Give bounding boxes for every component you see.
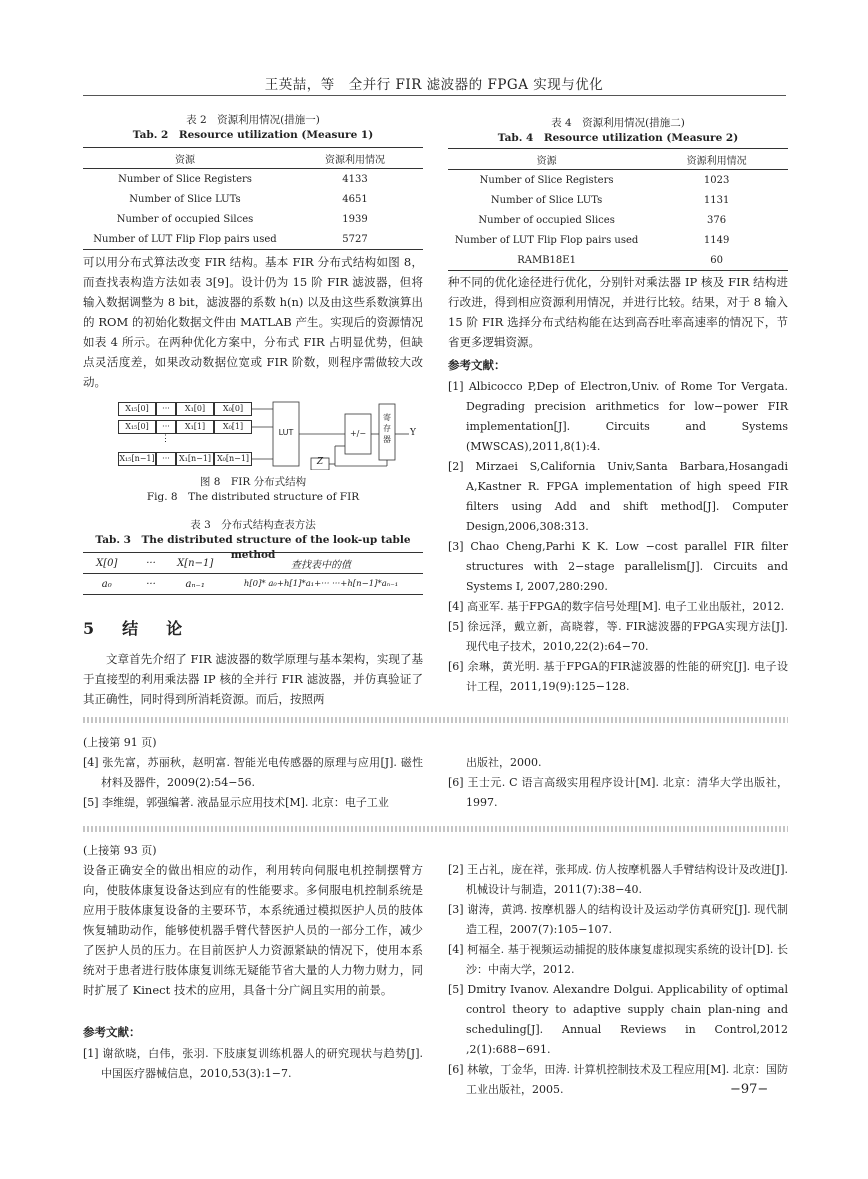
section-heading: 5 结 论 — [83, 619, 189, 638]
table3-header: X[0] — [96, 557, 118, 569]
table-row — [448, 250, 788, 271]
reference-list — [448, 860, 788, 1100]
page-number: −97− — [730, 1082, 769, 1097]
body-paragraph — [83, 252, 423, 392]
table-row — [448, 230, 788, 250]
fig-cell: X₀[n−1] — [214, 452, 252, 466]
table3-header: X[n−1] — [177, 557, 214, 569]
paragraph-text: 可以用分布式算法改变 FIR 结构。基本 FIR 分布式结构如图 8，而查找表构造方法如表 3[9]。设计仍为 15 阶 FIR 滤波器，但将输入数据调整为 8 bit，滤波器的系数 h(n) 以及由这些系数演算出的 ROM 的初始化数据文件由 MATLAB 产生。实现后的资源情况如表 4 所示。在两种优化方案中，分布式 FIR 占明显优势，但缺点灵活度差，如果改动数据位宽或 FIR 阶数，则程序需做较大改动。 — [83, 255, 423, 389]
table3-header: 查找表中的值 — [290, 559, 351, 571]
fig-cell: X₀[1] — [214, 420, 252, 434]
table-cell: 376 — [707, 214, 727, 226]
table-row — [83, 574, 423, 595]
table-cell: 1149 — [703, 234, 730, 246]
running-header: 王英喆，等 全并行 FIR 滤波器的 FPGA 实现与优化 — [264, 77, 604, 93]
reference-list — [448, 753, 788, 813]
table-cell: 1939 — [342, 213, 368, 225]
table3 — [83, 552, 423, 595]
references-title: 参考文献： — [83, 1025, 141, 1039]
reference-item: [2] 王占礼，庞在祥，张邦成. 仿人按摩机器人手臂结构设计及改进[J]. 机械设计与制造，2011(7):38−40. — [448, 863, 788, 896]
figure8-caption-cn: 图 8 FIR 分布式结构 — [199, 476, 307, 488]
table-cell: Number of occupied Slices — [478, 214, 615, 226]
table-cell: Number of Slice LUTs — [129, 193, 241, 205]
table2-header: 资源利用情况 — [325, 154, 385, 166]
reference-item: [3] 谢涛，黄鸿. 按摩机器人的结构设计及运动学仿真研究[J]. 现代制造工程，2007(7):105−107. — [448, 903, 788, 936]
reference-item: [2] Mirzaei S,California Univ,Santa Barbara,Hosangadi A,Kastner R. FPGA implementation of high speed FIR filters using Add and shift method[J]. Computer Design,2006,308:313. — [448, 460, 788, 533]
table4-caption — [448, 116, 788, 146]
body-paragraph — [83, 649, 423, 709]
table-row — [448, 210, 788, 230]
table2-caption — [83, 113, 423, 143]
table-cell: Number of Slice Registers — [479, 174, 614, 186]
reference-list — [83, 753, 423, 813]
table-row — [83, 189, 423, 209]
reference-item: [6] 王士元. C 语言高级实用程序设计[M]. 北京：清华大学出版社，1997. — [448, 776, 788, 809]
reference-item: [5] Dmitry Ivanov. Alexandre Dolgui. Applicability of optimal control theory to adaptive supply chain plan-ning and scheduling[J]. Annual Reviews in Control,2012 ,2(1):688−691. — [448, 983, 788, 1056]
table-row — [83, 209, 423, 229]
body-paragraph — [83, 860, 423, 1000]
table2-header: 资源 — [175, 154, 195, 166]
figure8-diagram — [83, 398, 423, 468]
table4-header: 资源利用情况 — [686, 155, 747, 167]
paragraph-text: 种不同的优化途径进行优化，分别针对乘法器 IP 核及 FIR 结构进行改进，得到相应资源利用情况，并进行比较。结果，对于 8 输入 15 阶 FIR 选择分布式结构能在达到高吞吐率高速率的情况下，节省更多逻辑资源。 — [448, 275, 788, 349]
section-divider — [83, 826, 788, 832]
reference-item: [6] 林敏，丁金华，田涛. 计算机控制技术及工程应用[M]. 北京：国防工业出版社，2005. — [448, 1063, 788, 1096]
table-cell: 1131 — [703, 194, 730, 206]
table-cell: aₙ₋₁ — [185, 578, 205, 590]
lut-label: LUT — [278, 428, 294, 437]
table-cell: ··· — [146, 578, 156, 590]
paragraph-text: 设备正确安全的做出相应的动作，利用转向伺服电机控制摆臂方向，使肢体康复设备达到应有的性能要求。多伺服电机控制系统是应用于肢体康复设备的主要环节，本系统通过模拟医护人员的肢体恢复辅助动作，能够使机器手臂代替医护人员的一部分工作，减少了医护人员的压力。在目前医护人力资源紧缺的情况下，使用本系统对于患者进行肢体康复训练无疑能节省大量的人力物力财力，同时扩展了 Kinect 技术的应用，具备十分广阔且实用的前景。 — [83, 863, 423, 997]
table-cell: 4651 — [342, 193, 368, 205]
register-label: 寄 存 器 — [383, 413, 391, 444]
z-label: Z — [316, 457, 324, 467]
table-cell: 4133 — [342, 173, 368, 185]
table-cell: Number of Slice LUTs — [490, 194, 603, 206]
table-row — [448, 170, 788, 191]
table-cell: Number of LUT Flip Flop pairs used — [93, 233, 277, 245]
references-title: 参考文献： — [448, 358, 506, 372]
output-label: Y — [410, 428, 416, 438]
adder-label: +/− — [349, 429, 367, 438]
reference-item: [6] 余琳，黄光明. 基于FPGA的FIR滤波器的性能的研究[J]. 电子设计工程，2011,19(9):125−128. — [448, 660, 788, 693]
table3-header: ··· — [146, 557, 156, 569]
reference-item: [5] 徐远泽，戴立新，高晓蓉，等. FIR滤波器的FPGA实现方法[J]. 现代电子技术，2010,22(2):64−70. — [448, 620, 788, 653]
table-cell: 5727 — [342, 233, 368, 245]
table2-caption-en: Tab. 2 Resource utilization (Measure 1) — [132, 129, 374, 141]
table-cell: a₀ — [101, 578, 112, 590]
table3-caption-cn: 表 3 分布式结构查表方法 — [190, 519, 316, 531]
reference-list — [448, 377, 788, 697]
reference-item: [1] Albicocco P,Dep of Electron,Univ. of Rome Tor Vergata. Degrading precision arithmetics for low−power FIR implementation[J]. Circuits and Systems (MWSCAS),2011,8(1):4. — [448, 380, 788, 453]
table2 — [83, 147, 423, 250]
table2-caption-cn: 表 2 资源利用情况(措施一) — [186, 114, 320, 126]
table-cell: 60 — [710, 254, 723, 266]
fig-cell: X₁₅[n−1] — [118, 452, 156, 466]
table4 — [448, 148, 788, 271]
fig-cell: X₁[0] — [176, 402, 214, 416]
header-rule — [83, 95, 786, 96]
section-divider — [83, 717, 788, 723]
table4-caption-en: Tab. 4 Resource utilization (Measure 2) — [497, 132, 739, 144]
table3-caption-en: Tab. 3 The distributed structure of the look-up table method — [95, 534, 411, 561]
reference-item: [1] 谢欲晓，白伟，张羽. 下肢康复训练机器人的研究现状与趋势[J]. 中国医疗器械信息，2010,53(3):1−7. — [83, 1047, 423, 1080]
reference-list — [83, 1044, 423, 1084]
table-cell: 1023 — [703, 174, 730, 186]
table-cell: Number of occupied Silces — [116, 213, 254, 225]
figure8-caption — [83, 475, 423, 505]
figure8-wires — [83, 398, 423, 470]
paragraph-text: 文章首先介绍了 FIR 滤波器的数学原理与基本架构，实现了基于直接型的利用乘法器 IP 核的全并行 FIR 滤波器，并仿真验证了其正确性，同时得到所消耗资源。而后，按照两 — [83, 652, 423, 706]
table-cell: Number of Slice Registers — [118, 173, 252, 185]
figure8-caption-en: Fig. 8 The distributed structure of FIR — [146, 491, 360, 503]
reference-item: [5] 李维缇，郭强编著. 液晶显示应用技术[M]. 北京：电子工业 — [83, 796, 389, 809]
fig-cell: X₁[n−1] — [176, 452, 214, 466]
continuation-label: (上接第 93 页) — [83, 844, 157, 857]
table-row — [83, 229, 423, 250]
fig-cell: X₀[0] — [214, 402, 252, 416]
table-cell: Number of LUT Flip Flop pairs used — [454, 234, 639, 246]
fig-cell: ··· — [156, 402, 176, 416]
reference-item: [3] Chao Cheng,Parhi K K. Low −cost parallel FIR filter structures with 2−stage parallelism[J]. Circuits and Systems I, 2007,280:290. — [448, 540, 788, 593]
table4-header: 资源 — [536, 155, 557, 167]
fig-cell: X₁₅[0] — [118, 402, 156, 416]
table-cell: RAMB18E1 — [517, 254, 576, 266]
fig-cell: X₁₅[0] — [118, 420, 156, 434]
reference-item: [4] 柯福全. 基于视频运动捕捉的肢体康复虚拟现实系统的设计[D]. 长沙：中南大学，2012. — [448, 943, 788, 976]
continuation-label: (上接第 91 页) — [83, 736, 157, 749]
table-row — [448, 190, 788, 210]
fig-cell: X₁[1] — [176, 420, 214, 434]
fig-cell: ··· — [156, 452, 176, 466]
fig-vdots: ⋮ — [161, 434, 170, 444]
reference-item: [4] 高亚军. 基于FPGA的数字信号处理[M]. 电子工业出版社，2012. — [448, 600, 785, 613]
fig-cell: ··· — [156, 420, 176, 434]
table4-caption-cn: 表 4 资源利用情况(措施二) — [551, 117, 685, 129]
table-cell: h[0]* a₀+h[1]*a₁+··· ···+h[n−1]*aₙ₋₁ — [243, 579, 399, 589]
table-row — [83, 169, 423, 190]
reference-item: 出版社，2000. — [466, 756, 542, 769]
reference-item: [4] 张先富，苏丽秋，赵明富. 智能光电传感器的原理与应用[J]. 磁性材料及器件，2009(2):54−56. — [83, 756, 423, 789]
body-paragraph — [448, 272, 788, 352]
